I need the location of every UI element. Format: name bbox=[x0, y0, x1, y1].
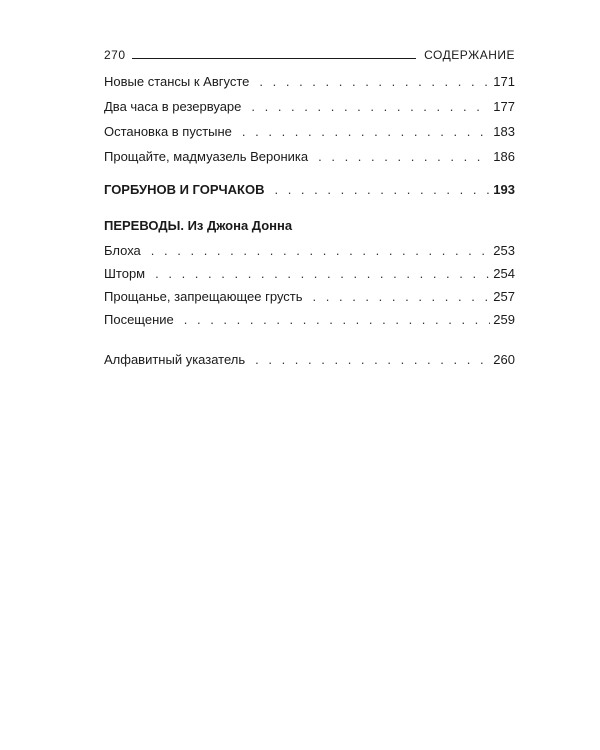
header-title: СОДЕРЖАНИЕ bbox=[424, 48, 515, 62]
entry-title: Алфавитный указатель bbox=[104, 352, 246, 367]
entry-title: Прощанье, запрещающее грусть bbox=[104, 289, 303, 304]
entry-title: Посещение bbox=[104, 312, 174, 327]
toc-entry bbox=[104, 97, 515, 117]
toc-entry bbox=[104, 241, 515, 261]
entry-page: 177 bbox=[493, 99, 515, 114]
dot-leader bbox=[313, 287, 491, 307]
entry-page: 253 bbox=[493, 243, 515, 258]
dot-leader bbox=[259, 72, 490, 92]
entry-title: Два часа в резервуаре bbox=[104, 99, 242, 114]
entry-page: 183 bbox=[493, 124, 515, 139]
entry-title: Блоха bbox=[104, 243, 141, 258]
entry-title: Прощайте, мадмуазель Вероника bbox=[104, 149, 309, 164]
running-header bbox=[104, 38, 515, 62]
dot-leader bbox=[274, 180, 490, 200]
toc-entry-major bbox=[104, 180, 515, 200]
dot-leader bbox=[151, 241, 491, 261]
dot-leader bbox=[318, 147, 490, 167]
dot-leader bbox=[251, 97, 490, 117]
toc-entry-index bbox=[104, 350, 515, 370]
entry-page: 254 bbox=[493, 266, 515, 281]
entry-page: 193 bbox=[493, 182, 515, 197]
entry-page: 259 bbox=[493, 312, 515, 327]
dot-leader bbox=[184, 310, 491, 330]
toc-entry bbox=[104, 72, 515, 92]
dot-leader bbox=[255, 350, 490, 370]
header-rule bbox=[132, 58, 417, 59]
entry-page: 171 bbox=[493, 74, 515, 89]
entry-page: 260 bbox=[493, 352, 515, 367]
toc-entry bbox=[104, 147, 515, 167]
page-number: 270 bbox=[104, 48, 126, 62]
toc-entry bbox=[104, 264, 515, 284]
toc-entry bbox=[104, 122, 515, 142]
toc-entry bbox=[104, 310, 515, 330]
entry-title: Остановка в пустыне bbox=[104, 124, 232, 139]
entry-page: 186 bbox=[493, 149, 515, 164]
entry-title: ГОРБУНОВ И ГОРЧАКОВ bbox=[104, 182, 265, 197]
entry-page: 257 bbox=[493, 289, 515, 304]
entry-title: Новые стансы к Августе bbox=[104, 74, 250, 89]
section-heading: ПЕРЕВОДЫ. Из Джона Донна bbox=[104, 218, 293, 233]
dot-leader bbox=[242, 122, 490, 142]
entry-title: Шторм bbox=[104, 266, 146, 281]
toc-entry bbox=[104, 287, 515, 307]
dot-leader bbox=[155, 264, 490, 284]
